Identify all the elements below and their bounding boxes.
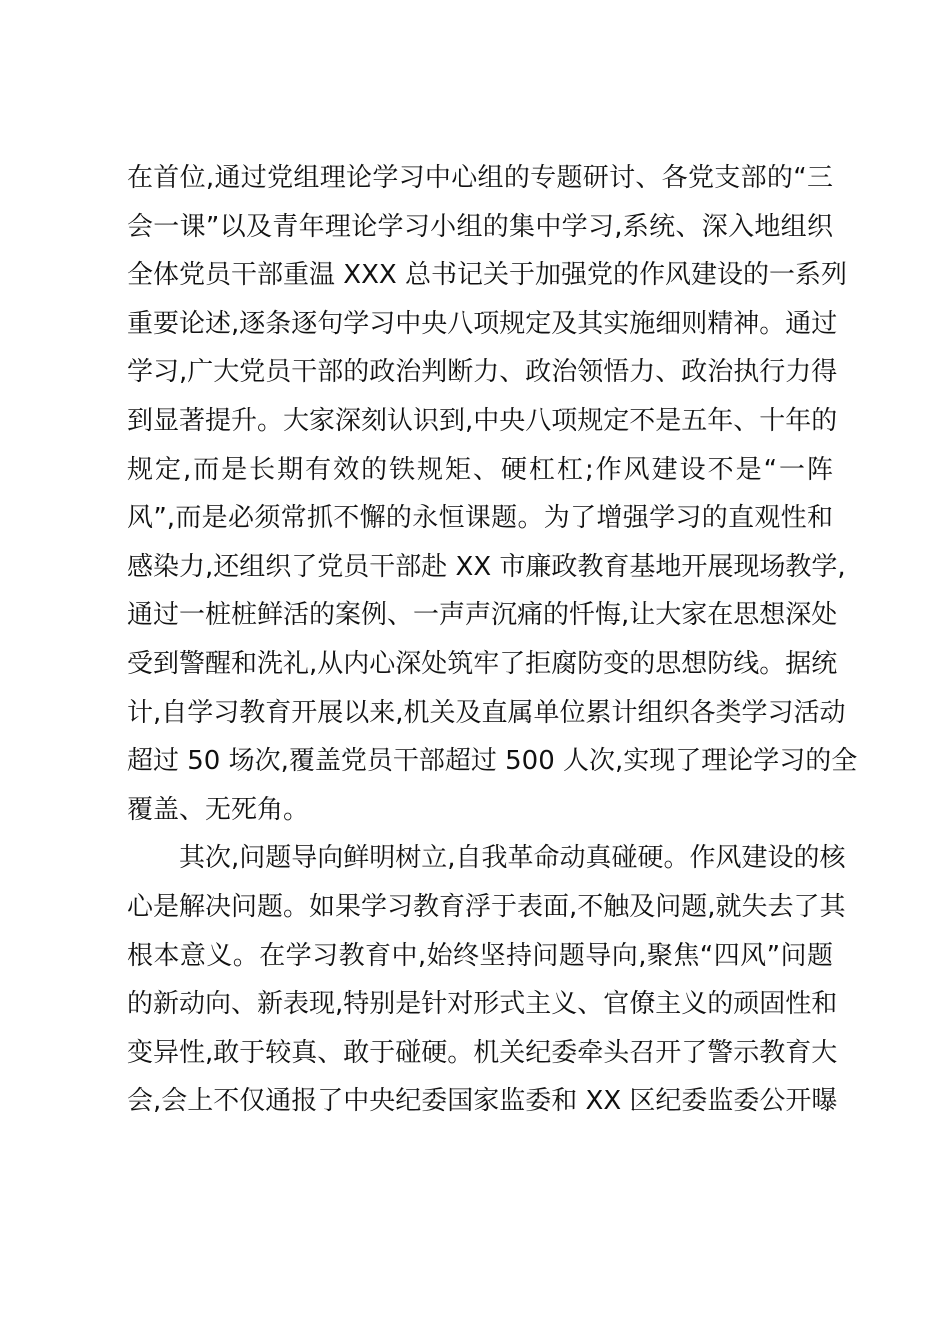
text-line: 会一课”以及青年理论学习小组的集中学习,系统、深入地组织 [127,211,833,242]
text-line: 计,自学习教育开展以来,机关及直属单位累计组织各类学习活动 [127,697,846,728]
text-line: 的新动向、新表现,特别是针对形式主义、官僚主义的顽固性和 [127,989,838,1020]
paragraph-start-line: 其次,问题导向鲜明树立,自我革命动真碰硬。作风建设的核 [179,843,846,874]
body-text [127,154,858,1126]
text-line: 通过一桩桩鲜活的案例、一声声沉痛的忏悔,让大家在思想深处 [127,600,838,631]
text-line: 心是解决问题。如果学习教育浮于表面,不触及问题,就失去了其 [127,891,846,922]
text-line: 在首位,通过党组理论学习中心组的专题研讨、各党支部的“三 [127,163,833,193]
text-line: 感染力,还组织了党员干部赴 XX 市廉政教育基地开展现场教学, [127,551,846,582]
text-line: 全体党员干部重温 XXX 总书记关于加强党的作风建设的一系列 [127,260,847,291]
text-line: 规定,而是长期有效的铁规矩、硬杠杠;作风建设不是“一阵 [127,454,833,485]
text-line: 会,会上不仅通报了中央纪委国家监委和 XX 区纪委监委公开曝 [127,1086,838,1117]
text-line: 受到警醒和洗礼,从内心深处筑牢了拒腐防变的思想防线。据统 [127,648,838,679]
text-line: 学习,广大党员干部的政治判断力、政治领悟力、政治执行力得 [127,357,838,388]
text-line: 重要论述,逐条逐句学习中央八项规定及其实施细则精神。通过 [127,308,838,339]
text-line: 根本意义。在学习教育中,始终坚持问题导向,聚焦“四风”问题 [127,940,833,971]
text-line: 超过 50 场次,覆盖党员干部超过 500 人次,实现了理论学习的全 [127,746,858,777]
text-line: 风”,而是必须常抓不懈的永恒课题。为了增强学习的直观性和 [127,503,833,534]
text-line: 变异性,敢于较真、敢于碰硬。机关纪委牵头召开了警示教育大 [127,1037,838,1068]
paragraph-end-line: 覆盖、无死角。 [127,794,310,825]
text-line: 到显著提升。大家深刻认识到,中央八项规定不是五年、十年的 [127,405,838,436]
